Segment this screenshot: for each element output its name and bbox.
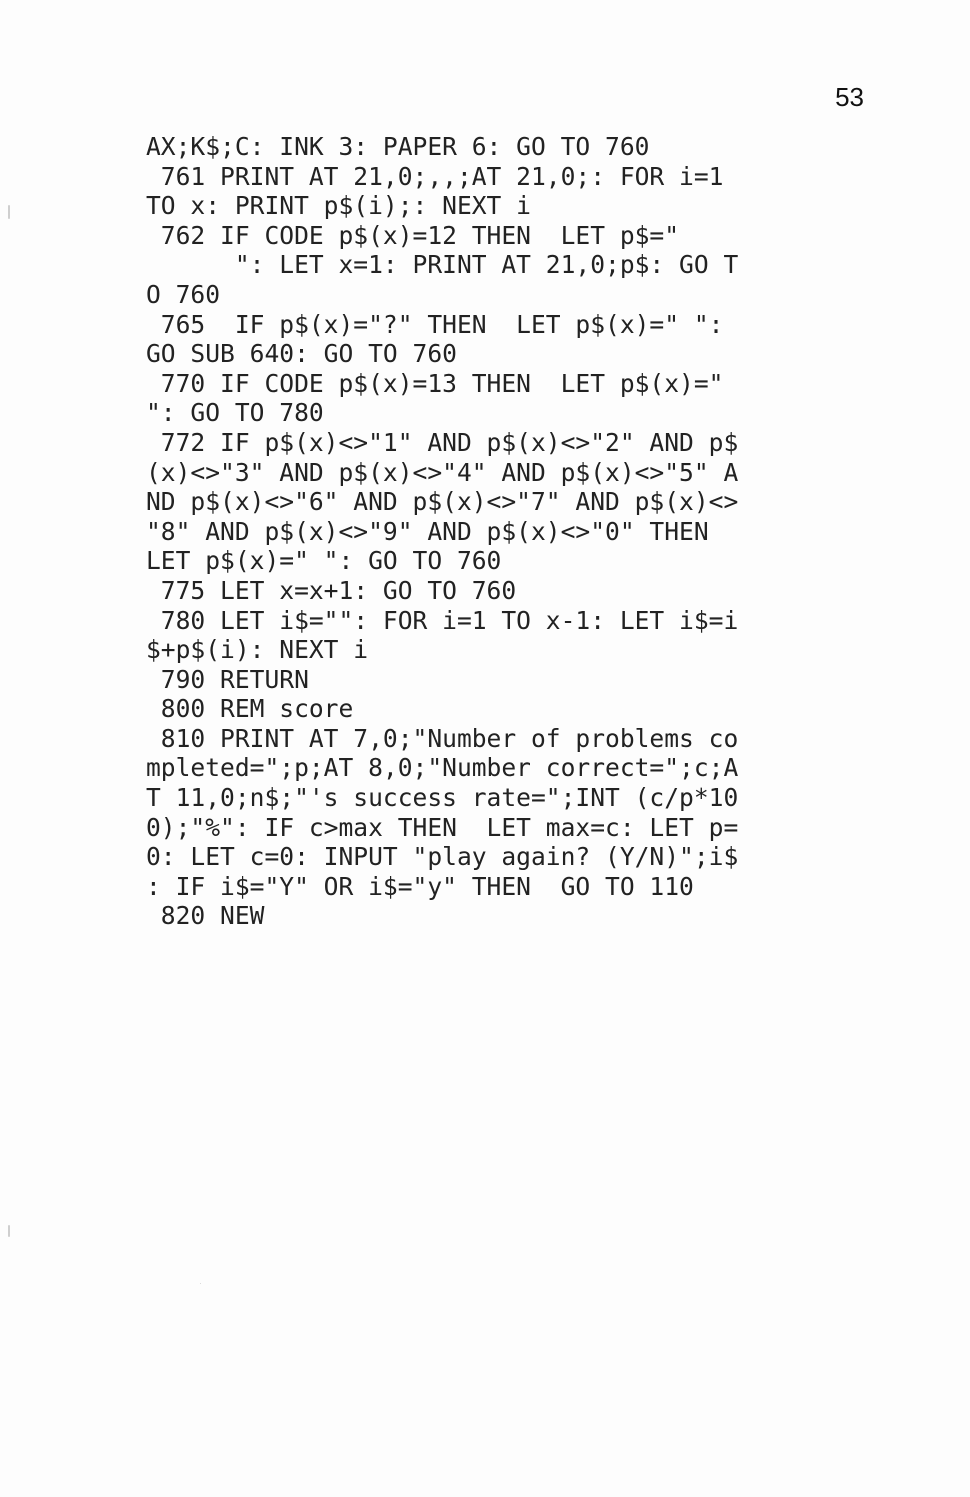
listing-line: 0: LET c=0: INPUT "play again? (Y/N)";i$ <box>146 842 739 872</box>
listing-line: 820 NEW <box>146 901 265 931</box>
listing-line: 0);"%": IF c>max THEN LET max=c: LET p= <box>146 812 739 842</box>
listing-line: (x)<>"3" AND p$(x)<>"4" AND p$(x)<>"5" A <box>146 457 739 487</box>
listing-line: TO x: PRINT p$(i);: NEXT i <box>146 191 531 221</box>
page-number: 53 <box>835 82 864 112</box>
listing-line: LET p$(x)=" ": GO TO 760 <box>146 546 502 576</box>
listing-line: 800 REM score <box>146 694 354 724</box>
listing-line: 790 RETURN <box>146 664 309 694</box>
listing-line: 810 PRINT AT 7,0;"Number of problems co <box>146 723 739 753</box>
listing-line: GO SUB 640: GO TO 760 <box>146 339 457 369</box>
listing-line: : IF i$="Y" OR i$="y" THEN GO TO 110 <box>146 871 694 901</box>
listing-line: 761 PRINT AT 21,0;,,;AT 21,0;: FOR i=1 <box>146 161 724 191</box>
listing-line: 762 IF CODE p$(x)=12 THEN LET p$=" <box>146 220 680 250</box>
listing-line: mpleted=";p;AT 8,0;"Number correct=";c;A <box>146 753 739 783</box>
listing-line: O 760 <box>146 279 221 309</box>
scan-speck <box>8 1225 10 1237</box>
listing-line: 765 IF p$(x)="?" THEN LET p$(x)=" ": <box>146 309 724 339</box>
listing-line: ": GO TO 780 <box>146 398 324 428</box>
scan-speck <box>8 205 10 219</box>
listing-line: $+p$(i): NEXT i <box>146 635 369 665</box>
basic-program-listing <box>146 132 886 931</box>
listing-line: 775 LET x=x+1: GO TO 760 <box>146 575 517 605</box>
listing-line: AX;K$;C: INK 3: PAPER 6: GO TO 760 <box>146 132 650 161</box>
listing-line: 770 IF CODE p$(x)=13 THEN LET p$(x)=" <box>146 368 724 398</box>
listing-line: ": LET x=1: PRINT AT 21,0;p$: GO T <box>146 250 739 280</box>
listing-line: T 11,0;n$;"'s success rate=";INT (c/p*10 <box>146 783 739 813</box>
listing-line: "8" AND p$(x)<>"9" AND p$(x)<>"0" THEN <box>146 516 709 546</box>
scan-speck <box>200 1283 201 1284</box>
listing-line: 772 IF p$(x)<>"1" AND p$(x)<>"2" AND p$ <box>146 427 739 457</box>
listing-line: 780 LET i$="": FOR i=1 TO x-1: LET i$=i <box>146 605 739 635</box>
listing-line: ND p$(x)<>"6" AND p$(x)<>"7" AND p$(x)<> <box>146 487 739 517</box>
